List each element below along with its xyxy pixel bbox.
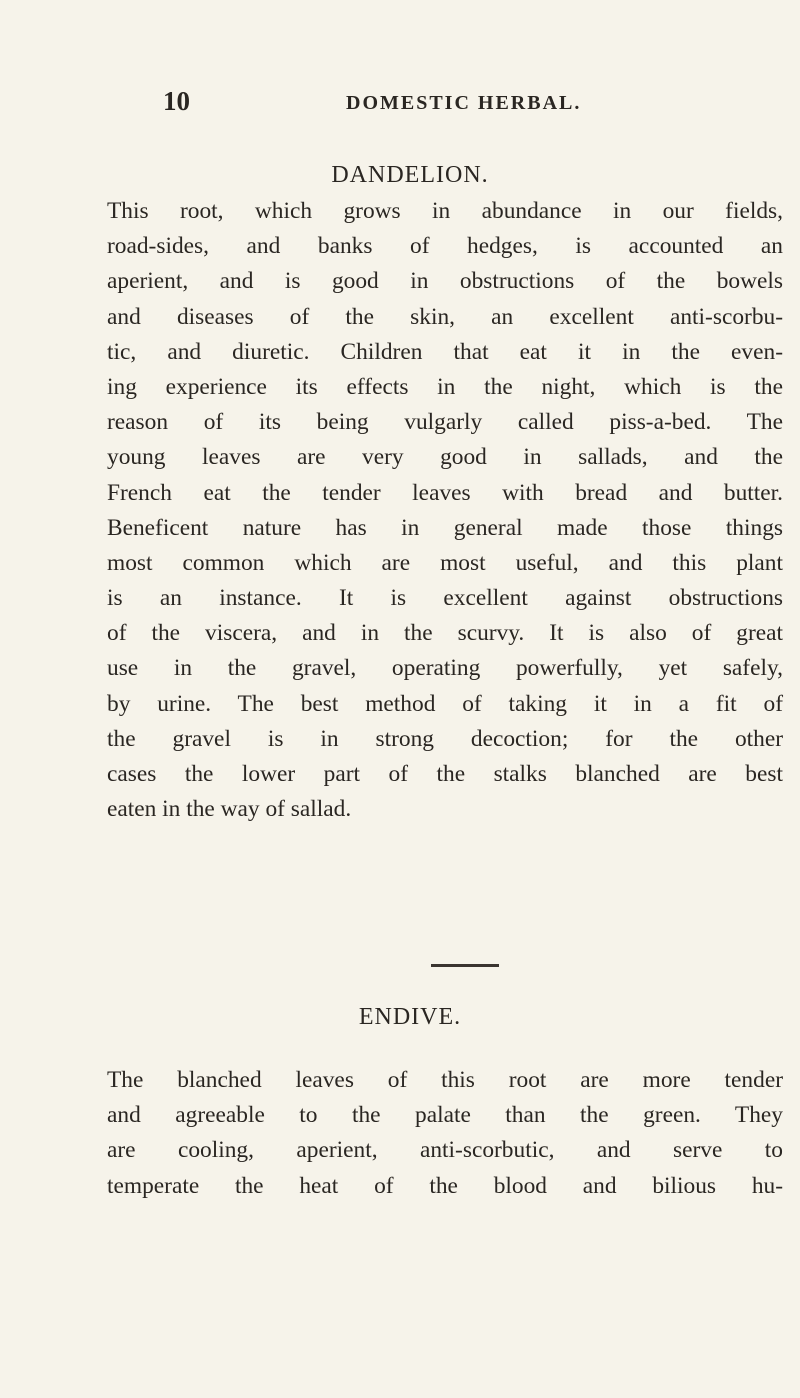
text-line: aperient, and is good in obstructions of the bowels <box>107 268 783 295</box>
text-line: Beneficent nature has in general made those things <box>107 514 783 541</box>
paragraph-endive <box>107 1063 783 1204</box>
text-line: eaten in the way of sallad. <box>107 796 352 823</box>
text-line: most common which are most useful, and this plant <box>107 549 783 576</box>
text-line: is an instance. It is excellent against obstructions <box>107 585 783 612</box>
text-line: young leaves are very good in sallads, and the <box>107 444 783 471</box>
page-number: 10 <box>163 86 190 116</box>
running-head <box>163 86 723 116</box>
text-line: the gravel is in strong decoction; for the other <box>107 725 783 752</box>
text-line: reason of its being vulgarly called piss-a-bed. The <box>107 409 783 436</box>
text-line: cases the lower part of the stalks blanched are best <box>107 761 783 787</box>
text-line: are cooling, aperient, anti-scorbutic, and serve to <box>107 1137 783 1164</box>
text-line: of the viscera, and in the scurvy. It is also of great <box>107 620 783 647</box>
text-line: by urine. The best method of taking it in a fit of <box>107 690 783 717</box>
text-line: road-sides, and banks of hedges, is accounted an <box>107 233 783 260</box>
section-heading-endive: ENDIVE. <box>358 1004 462 1030</box>
text-line: and agreeable to the palate than the green. They <box>107 1102 783 1129</box>
paragraph-dandelion <box>107 194 783 827</box>
text-line: The blanched leaves of this root are more tender <box>107 1067 783 1093</box>
text-line: This root, which grows in abundance in our fields, <box>107 198 783 224</box>
text-line: tic, and diuretic. Children that eat it in the even- <box>107 338 783 365</box>
text-line: French eat the tender leaves with bread and butter. <box>107 479 783 506</box>
text-line: and diseases of the skin, an excellent anti-scorbu- <box>107 303 783 330</box>
section-divider <box>431 964 499 967</box>
text-line: temperate the heat of the blood and bilious hu- <box>107 1172 783 1199</box>
section-heading-dandelion: DANDELION. <box>331 162 489 188</box>
text-line: use in the gravel, operating powerfully, yet safely, <box>107 655 783 682</box>
text-line: ing experience its effects in the night, which is the <box>107 373 783 400</box>
running-title: DOMESTIC HERBAL. <box>346 92 582 114</box>
